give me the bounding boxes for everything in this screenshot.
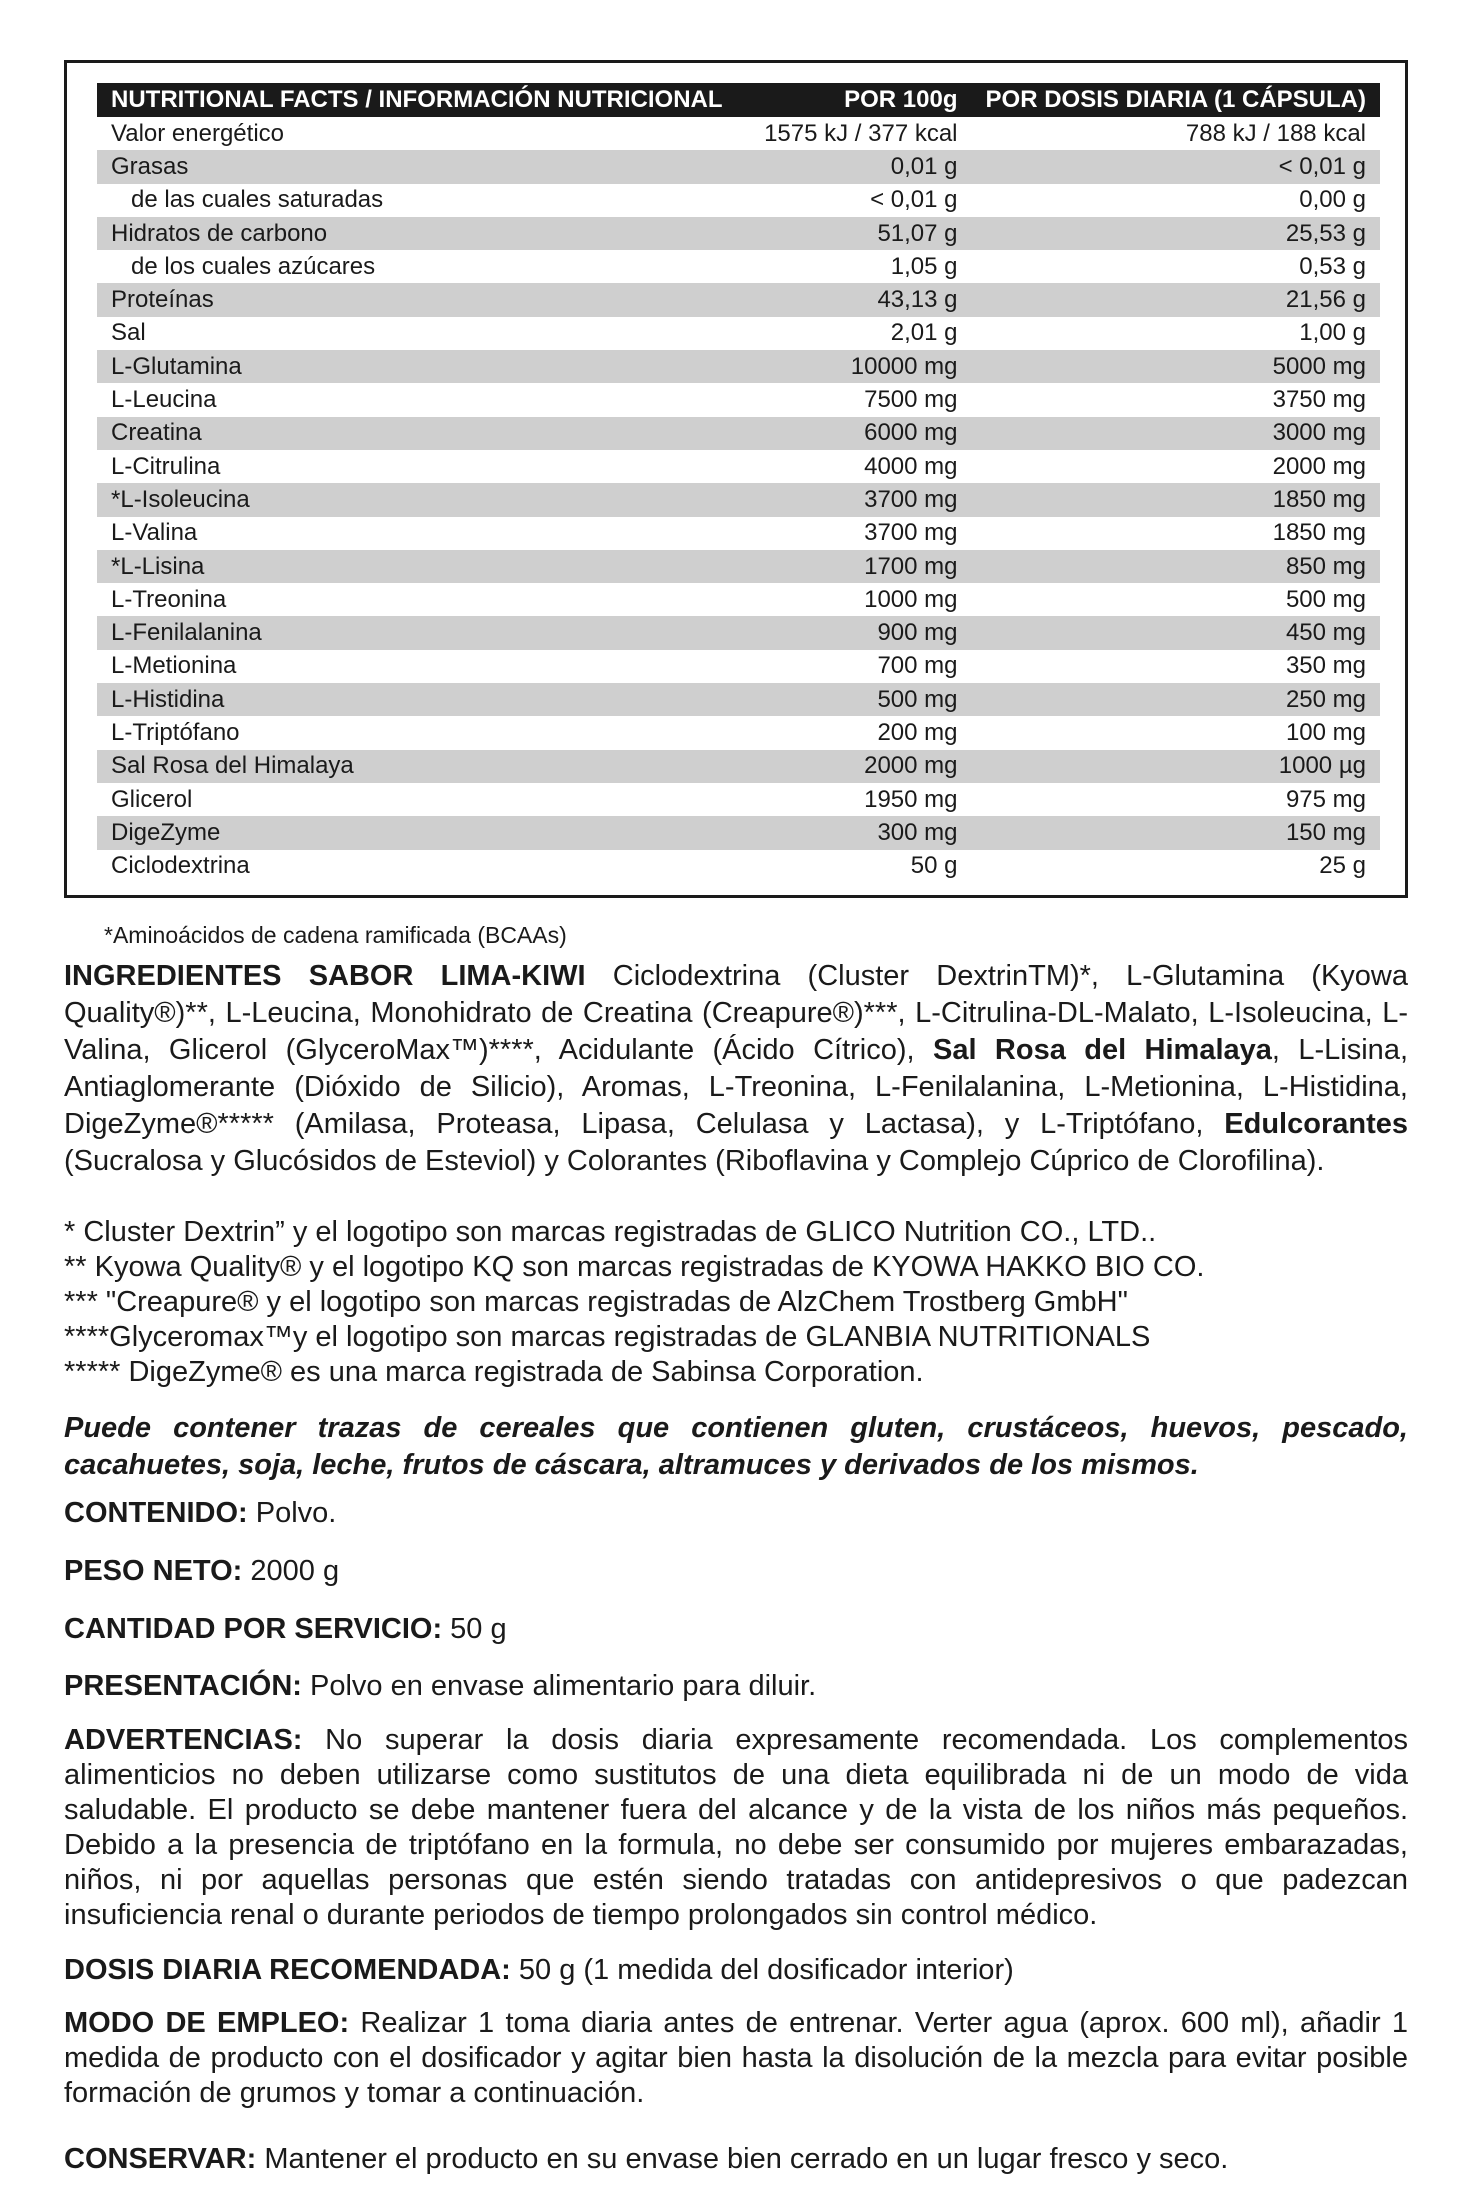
nutrient-per-100g: 1575 kJ / 377 kcal <box>764 119 958 147</box>
nutrient-per-dose: 25,53 g <box>972 217 1380 250</box>
nutrient-per-dose: 500 mg <box>1285 585 1366 613</box>
nutrition-row <box>97 850 1380 883</box>
nutrient-name: Proteínas <box>97 283 737 316</box>
nutrient-per-100g: 0,01 g <box>737 150 972 183</box>
modo-empleo-section <box>64 2006 1408 2111</box>
trademark-line: ***** DigeZyme® es una marca registrada de Sabinsa Corporation. <box>64 1356 924 1388</box>
contenido-section <box>64 1495 1408 1532</box>
nutrient-per-dose: 1850 mg <box>1272 519 1366 547</box>
nutrient-per-dose: 3000 mg <box>972 417 1380 450</box>
nutrient-per-dose: 0,00 g <box>1299 186 1366 214</box>
ingredients-text-1: Ciclodextrina (Cluster DextrinTM)*, L-Glutamina (Kyowa Quality®)**, L-Leucina, Monohidrato de Creatina (Creapure®)***, L-Citrulina-DL-Malato, L-Isoleucina, L-Valina, Glicerol (GlyceroMax™)****, Acidulante (Ácido Cítrico), <box>64 960 1408 1066</box>
nutrition-row <box>97 317 1380 350</box>
nutrition-row <box>97 283 1380 316</box>
nutrition-row <box>97 483 1380 516</box>
nutrient-name: L-Metionina <box>111 652 237 680</box>
dosis-value: 50 g (1 medida del dosificador interior) <box>510 1954 1014 1986</box>
nutrition-row <box>97 350 1380 383</box>
nutrient-per-100g: 3700 mg <box>737 483 972 516</box>
ingredients-bold-1: Sal Rosa del Himalaya <box>933 1034 1272 1066</box>
nutrient-per-dose: 100 mg <box>1285 718 1366 746</box>
contenido-value: Polvo. <box>247 1497 337 1529</box>
nutrition-table <box>97 83 1380 883</box>
nutrient-name: Creatina <box>97 417 737 450</box>
ingredients-label: INGREDIENTES SABOR LIMA-KIWI <box>64 960 586 992</box>
nutrient-per-dose: 1000 µg <box>972 750 1380 783</box>
ingredients-text-2: , L-Lisina, Antiaglomerante (Dióxido de Silicio), Aromas, L-Treonina, L-Fenilalanina, L-Metionina, L-Histidina, DigeZyme®***** (Amilasa, Proteasa, Lipasa, Celulasa y Lactasa), y L-Triptófano, <box>64 1034 1408 1140</box>
nutrient-per-100g: 3700 mg <box>864 519 958 547</box>
nutrient-name: *L-Isoleucina <box>97 483 737 516</box>
nutrient-per-dose: 850 mg <box>972 550 1380 583</box>
nutrient-per-dose: 250 mg <box>972 683 1380 716</box>
nutrition-row <box>97 716 1380 749</box>
header-per-100g: POR 100g <box>737 83 972 117</box>
nutrient-per-dose: 350 mg <box>1285 652 1366 680</box>
conservar-section <box>64 2141 1408 2178</box>
nutrition-row <box>97 250 1380 283</box>
nutrient-name: L-Fenilalanina <box>97 616 737 649</box>
dosis-label: DOSIS DIARIA RECOMENDADA: <box>64 1954 511 1986</box>
nutrient-per-100g: 900 mg <box>737 616 972 649</box>
nutrient-per-100g: 300 mg <box>737 816 972 849</box>
ingredients-section <box>64 958 1408 1180</box>
presentacion-label: PRESENTACIÓN: <box>64 1670 302 1702</box>
dosis-section <box>64 1952 1408 1989</box>
nutrition-row <box>97 650 1380 683</box>
conservar-value: Mantener el producto en su envase bien cerrado en un lugar fresco y seco. <box>256 2143 1229 2175</box>
nutrition-header-row <box>97 83 1380 117</box>
nutrition-row <box>97 117 1380 150</box>
nutrient-name: L-Histidina <box>97 683 737 716</box>
header-title: NUTRITIONAL FACTS / INFORMACIÓN NUTRICIONAL <box>97 83 737 117</box>
nutrient-per-100g: 200 mg <box>877 718 958 746</box>
nutrient-per-dose: 150 mg <box>972 816 1380 849</box>
nutrition-row <box>97 816 1380 849</box>
cantidad-label: CANTIDAD POR SERVICIO: <box>64 1613 443 1645</box>
ingredients-text-3: (Sucralosa y Glucósidos de Esteviol) y Colorantes (Riboflavina y Complejo Cúprico de Clorofilina). <box>64 1145 1325 1177</box>
nutrient-per-100g: 1700 mg <box>737 550 972 583</box>
allergens-text: Puede contener trazas de cereales que contienen gluten, crustáceos, huevos, pescado, cacahuetes, soja, leche, frutos de cáscara, altramuces y derivados de los mismos. <box>64 1412 1408 1481</box>
contenido-label: CONTENIDO: <box>64 1497 248 1529</box>
nutrition-row <box>97 417 1380 450</box>
nutrient-per-100g: 2,01 g <box>890 319 958 347</box>
nutrient-per-100g: 2000 mg <box>737 750 972 783</box>
nutrient-per-dose: 0,53 g <box>1299 252 1366 280</box>
nutrient-per-100g: 50 g <box>910 852 958 880</box>
nutrition-row <box>97 616 1380 649</box>
nutrient-per-dose: 3750 mg <box>1272 386 1366 414</box>
nutrient-per-100g: 4000 mg <box>864 452 958 480</box>
presentacion-section <box>64 1668 1408 1705</box>
header-per-dose: POR DOSIS DIARIA (1 CÁPSULA) <box>972 83 1380 117</box>
nutrition-row <box>97 217 1380 250</box>
nutrient-name: Valor energético <box>111 119 284 147</box>
nutrient-per-dose: 5000 mg <box>972 350 1380 383</box>
cantidad-section <box>64 1611 1408 1648</box>
nutrition-row <box>97 150 1380 183</box>
nutrition-row <box>97 783 1380 816</box>
nutrient-per-dose: 21,56 g <box>972 283 1380 316</box>
nutrient-per-100g: 1950 mg <box>864 785 958 813</box>
peso-neto-label: PESO NETO: <box>64 1555 243 1587</box>
nutrition-facts-box <box>64 60 1408 898</box>
nutrient-name: L-Glutamina <box>97 350 737 383</box>
peso-neto-section <box>64 1553 1408 1590</box>
nutrient-name: Sal <box>111 319 146 347</box>
nutrient-per-100g: 10000 mg <box>737 350 972 383</box>
trademark-line: *** "Creapure® y el logotipo son marcas registradas de AlzChem Trostberg GmbH" <box>64 1286 1128 1318</box>
nutrition-row <box>97 517 1380 550</box>
nutrient-per-100g: 700 mg <box>877 652 958 680</box>
nutrition-row <box>97 750 1380 783</box>
nutrient-name: *L-Lisina <box>97 550 737 583</box>
nutrition-row <box>97 184 1380 217</box>
nutrient-per-100g: 500 mg <box>737 683 972 716</box>
advertencias-label: ADVERTENCIAS: <box>64 1724 303 1756</box>
nutrient-per-dose: 1,00 g <box>1299 319 1366 347</box>
advertencias-section <box>64 1723 1408 1933</box>
nutrition-body <box>97 117 1380 883</box>
nutrient-per-100g: 1,05 g <box>890 252 958 280</box>
nutrient-per-100g: 43,13 g <box>737 283 972 316</box>
nutrient-name: DigeZyme <box>97 816 737 849</box>
modo-empleo-label: MODO DE EMPLEO: <box>64 2007 350 2039</box>
nutrient-per-100g: 1000 mg <box>864 585 958 613</box>
nutrient-per-dose: 450 mg <box>972 616 1380 649</box>
nutrient-per-100g: 6000 mg <box>737 417 972 450</box>
bcaa-footnote: *Aminoácidos de cadena ramificada (BCAAs) <box>104 922 567 948</box>
nutrient-name: Sal Rosa del Himalaya <box>97 750 737 783</box>
allergens-section <box>64 1410 1408 1484</box>
nutrient-name: L-Triptófano <box>111 718 240 746</box>
nutrition-row <box>97 383 1380 416</box>
nutrient-name: L-Leucina <box>111 386 217 414</box>
presentacion-value: Polvo en envase alimentario para diluir. <box>301 1670 817 1702</box>
nutrient-name: Grasas <box>97 150 737 183</box>
nutrient-name: L-Citrulina <box>111 452 221 480</box>
conservar-label: CONSERVAR: <box>64 2143 257 2175</box>
trademark-line: ****Glyceromax™y el logotipo son marcas registradas de GLANBIA NUTRITIONALS <box>64 1321 1151 1353</box>
modo-empleo-value: Realizar 1 toma diaria antes de entrenar. Verter agua (aprox. 600 ml), añadir 1 medida de producto con el dosificador y agitar bien hasta la disolución de la mezcla para evitar posible formación de grumos y tomar a continuación. <box>64 2007 1409 2109</box>
nutrient-name: Ciclodextrina <box>111 852 250 880</box>
nutrient-name: L-Treonina <box>111 585 227 613</box>
nutrient-per-dose: 1850 mg <box>972 483 1380 516</box>
nutrient-per-100g: 7500 mg <box>864 386 958 414</box>
nutrition-row <box>97 450 1380 483</box>
advertencias-value: No superar la dosis diaria expresamente recomendada. Los complementos alimenticios no deben utilizarse como sustitutos de una dieta equilibrada ni de un modo de vida saludable. El producto se debe mantener fuera del alcance y de la vista de los niños más pequeños. Debido a la presencia de triptófano en la formula, no debe ser consumido por mujeres embarazadas, niños, ni por aquellas personas que estén siendo tratadas con antidepresivos o que padezcan insuficiencia renal o durante periodos de tiempo prolongados sin control médico. <box>64 1724 1408 1931</box>
nutrient-per-dose: < 0,01 g <box>972 150 1380 183</box>
cantidad-value: 50 g <box>442 1613 507 1645</box>
trademark-line: * Cluster Dextrin” y el logotipo son marcas registradas de GLICO Nutrition CO., LTD.. <box>64 1216 1157 1248</box>
nutrient-name: de los cuales azúcares <box>131 252 376 280</box>
peso-neto-value: 2000 g <box>242 1555 340 1587</box>
nutrient-per-100g: < 0,01 g <box>870 186 958 214</box>
nutrient-name: Hidratos de carbono <box>97 217 737 250</box>
nutrient-per-dose: 2000 mg <box>1272 452 1366 480</box>
nutrition-row <box>97 583 1380 616</box>
nutrient-per-dose: 25 g <box>1319 852 1366 880</box>
nutrient-name: L-Valina <box>111 519 198 547</box>
nutrient-per-dose: 975 mg <box>1285 785 1366 813</box>
ingredients-bold-2: Edulcorantes <box>1224 1108 1408 1140</box>
trademarks-section <box>64 1215 1408 1390</box>
nutrition-row <box>97 550 1380 583</box>
nutrient-name: de las cuales saturadas <box>131 186 384 214</box>
trademark-line: ** Kyowa Quality® y el logotipo KQ son marcas registradas de KYOWA HAKKO BIO CO. <box>64 1251 1205 1283</box>
nutrient-name: Glicerol <box>111 785 193 813</box>
nutrient-per-100g: 51,07 g <box>737 217 972 250</box>
nutrient-per-dose: 788 kJ / 188 kcal <box>1185 119 1366 147</box>
nutrition-row <box>97 683 1380 716</box>
